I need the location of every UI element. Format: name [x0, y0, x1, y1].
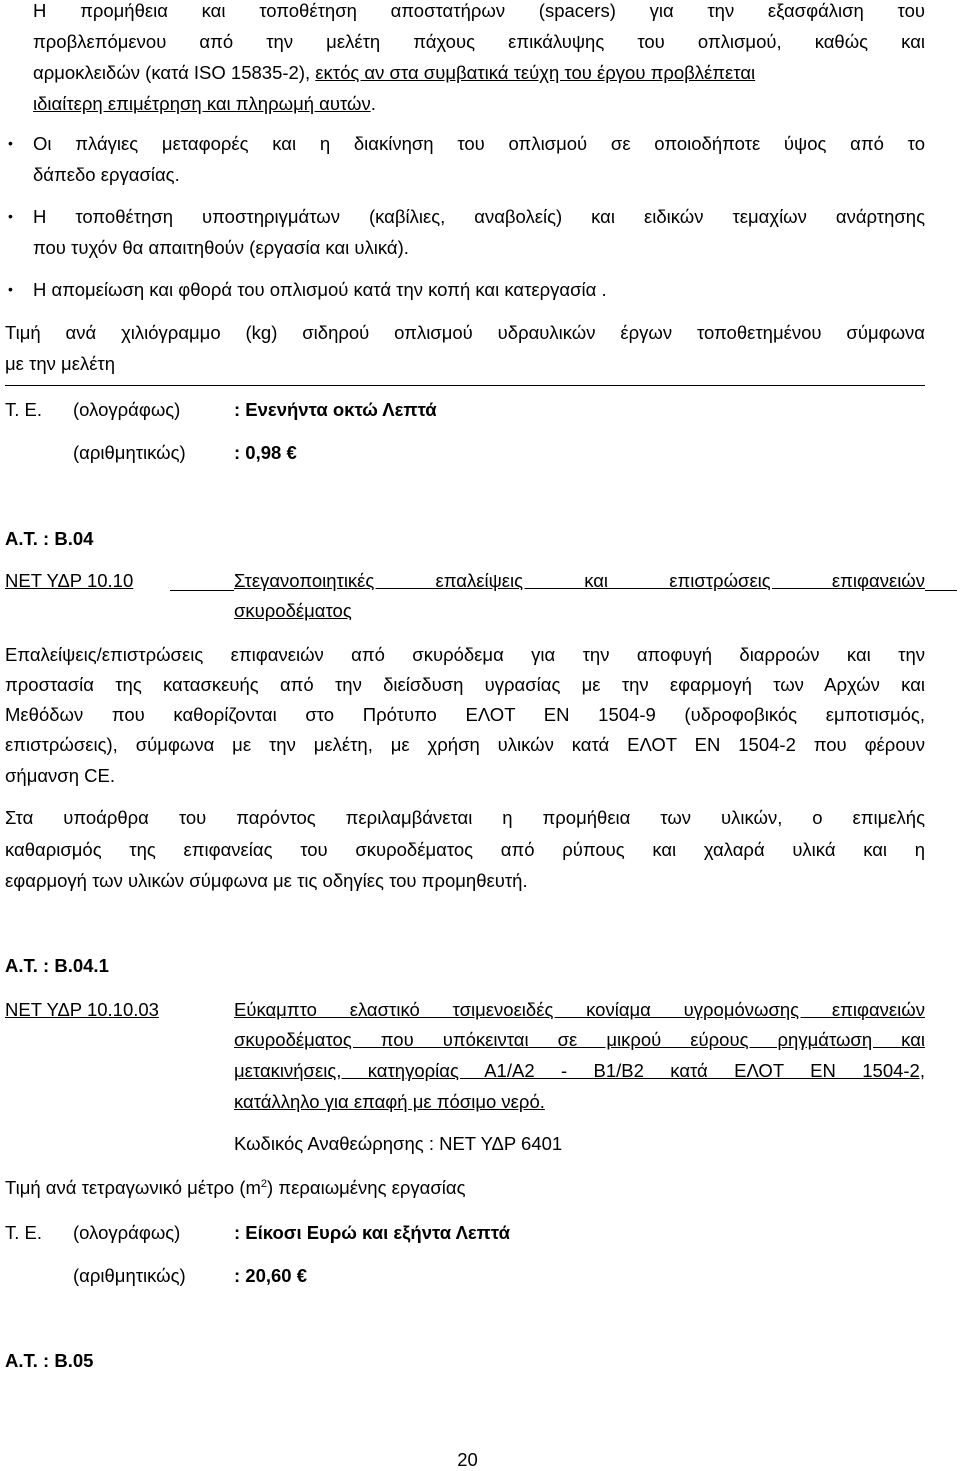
price-unit-2-sup: 2: [260, 1177, 268, 1190]
price-1-num-label: (αριθμητικώς): [73, 442, 186, 463]
section-2-title-line-2: σκυροδέματος που υπόκειντ​αι σε μικρού εύρους ρηγμάτωση και: [234, 1029, 925, 1050]
paragraph-3-line-2: καθαρισμός της επιφανείας του σκυροδέματος από ρύπους και χαλαρά υλικά και η: [5, 839, 925, 860]
price-1-words-value: : Ενενήντα οκτώ Λεπτά: [234, 399, 437, 420]
bullet-1-line-1: Οι πλάγιες μεταφορές και η διακίνηση του οπλισμού σε οποιοδήποτε ύψος από το: [33, 133, 925, 154]
price-2-num-label: (αριθμητικώς): [73, 1265, 186, 1286]
euro-icon: €: [286, 442, 297, 463]
paragraph-2-line-3: Μεθόδων που καθορίζονται στο Πρότυπο ΕΛΟΤ ΕΝ 1504-9 (υδροφοβικός εμποτισμός,: [5, 704, 925, 725]
article-code-1: Α.Τ. : Β.04: [5, 528, 94, 549]
intro-line-4: [33, 93, 376, 115]
price-2-words-value: : Είκοσι Ευρώ και εξήντα Λεπτά: [234, 1222, 510, 1243]
section-2-title-line-4: κατάλληλο για επαφή με πόσιμο νερό.: [234, 1091, 545, 1112]
bullet-dot-icon: •: [8, 135, 13, 151]
paragraph-2-line-1: Επαλείψεις/επιστρώσεις επιφανειών από σκυρόδεμα για την αποφυγή διαρροών και την: [5, 644, 925, 665]
euro-icon: €: [296, 1265, 308, 1286]
section-2-code: ΝΕΤ ΥΔΡ 10.10.03: [5, 999, 159, 1020]
intro-line-1: Η προμήθεια και τοποθέτηση αποστατήρων (spacers) για την εξασφάλιση του: [33, 0, 925, 21]
bullet-dot-icon: •: [8, 208, 13, 224]
intro-period: .: [370, 93, 376, 114]
paragraph-2-line-2: προστασία της κατασκευής από την διείσδυση υγρασίας με την εφαρμογή των Αρχών και: [5, 674, 925, 695]
bullet-3-line-1: Η απομείωση και φθορά του οπλισμού κατά την κοπή και κατεργασία .: [33, 279, 607, 300]
price-1-te: Τ. Ε.: [5, 399, 43, 420]
paragraph-3-line-3: εφαρμογή των υλικών σύμφωνα με τις οδηγίες του προμηθευτή.: [5, 870, 528, 891]
intro-underlined-text-1: εκτός αν στα συμβατικά τεύχη του έργου προβλέπεται: [315, 62, 756, 83]
title-underline-extension: [925, 590, 957, 591]
price-2-amount: : 20,60: [234, 1265, 292, 1286]
paragraph-3-line-1: Στα υποάρθρα του παρόντος περιλαμβάνεται η προμήθεια των υλικών, ο επιμελής: [5, 807, 925, 828]
intro-line-3: [33, 62, 755, 84]
section-2-title-line-1: Εύκαμπτο ελαστικό τσιμενοειδές κονίαμα υγρομόνωσης επιφανειών: [234, 999, 925, 1020]
article-code-2: Α.Τ. : Β.04.1: [5, 955, 109, 976]
price-unit-2-before: Τιμή ανά τετραγωνικό μέτρο (m: [5, 1177, 261, 1198]
price-unit-2-after: ) περαιωμένης εργασίας: [267, 1177, 466, 1198]
price-unit-2: [5, 1177, 466, 1199]
price-1-num-value: [234, 442, 297, 464]
price-1-amount: : 0,98: [234, 442, 282, 463]
section-2-title-line-3: μετακινήσεις, κατηγορίας Α1/Α2 - Β1/Β2 κατά ΕΛΟΤ ΕΝ 1504-2,: [234, 1060, 925, 1081]
article-code-3: Α.Τ. : Β.05: [5, 1350, 94, 1371]
page-number: 20: [457, 1449, 478, 1470]
price-unit-1-line-2: με την μελέτη: [5, 353, 116, 374]
price-2-num-value: [234, 1265, 307, 1287]
section-1-code: ΝΕΤ ΥΔΡ 10.10: [5, 570, 134, 591]
bullet-dot-icon: •: [8, 281, 13, 297]
price-2-te: Τ. Ε.: [5, 1222, 43, 1243]
intro-line-3-text: αρμοκλειδών (κατά ISO 15835-2),: [33, 62, 311, 83]
price-unit-1-line-1: Τιμή ανά χιλιόγραμμο (kg) σιδηρού οπλισμού υδραυλικών έργων τοποθετημένου σύμφωνα: [5, 322, 925, 343]
intro-underlined-text-2: ιδιαίτερη επιμέτρηση και πληρωμή αυτών: [33, 93, 371, 114]
section-1-title-line-2: σκυροδέματος: [234, 600, 352, 621]
intro-line-2: προβλεπόμενου από την μελέτη πάχους επικάλυψης του οπλισμού, καθώς και: [33, 31, 925, 52]
price-2-words-label: (ολογράφως): [73, 1222, 181, 1243]
price-1-words-label: (ολογράφως): [73, 399, 181, 420]
bullet-2-line-2: που τυχόν θα απαιτηθούν (εργασία και υλικά).: [33, 237, 409, 258]
paragraph-2-line-5: σήμανση CE.: [5, 765, 115, 786]
code-underline-gap: [170, 590, 234, 591]
bullet-1-line-2: δάπεδο εργασίας.: [33, 164, 180, 185]
paragraph-2-line-4: επιστρώσεις), σύμφωνα με την μελέτη, με χρήση υλικών κατά ΕΛΟΤ ΕΝ 1504-2 που φέρουν: [5, 734, 925, 755]
section-1-title-line-1: Στεγανοποιητικές επαλείψεις και επιστρώσεις επιφανειών: [234, 570, 925, 591]
revision-code: Κωδικός Αναθεώρησης : ΝΕΤ ΥΔΡ 6401: [234, 1133, 563, 1154]
divider-line: [5, 385, 925, 386]
bullet-2-line-1: Η τοποθέτηση υποστηριγμάτων (καβίλιες, αναβολείς) και ειδικών τεμαχίων ανάρτησης: [33, 206, 925, 227]
